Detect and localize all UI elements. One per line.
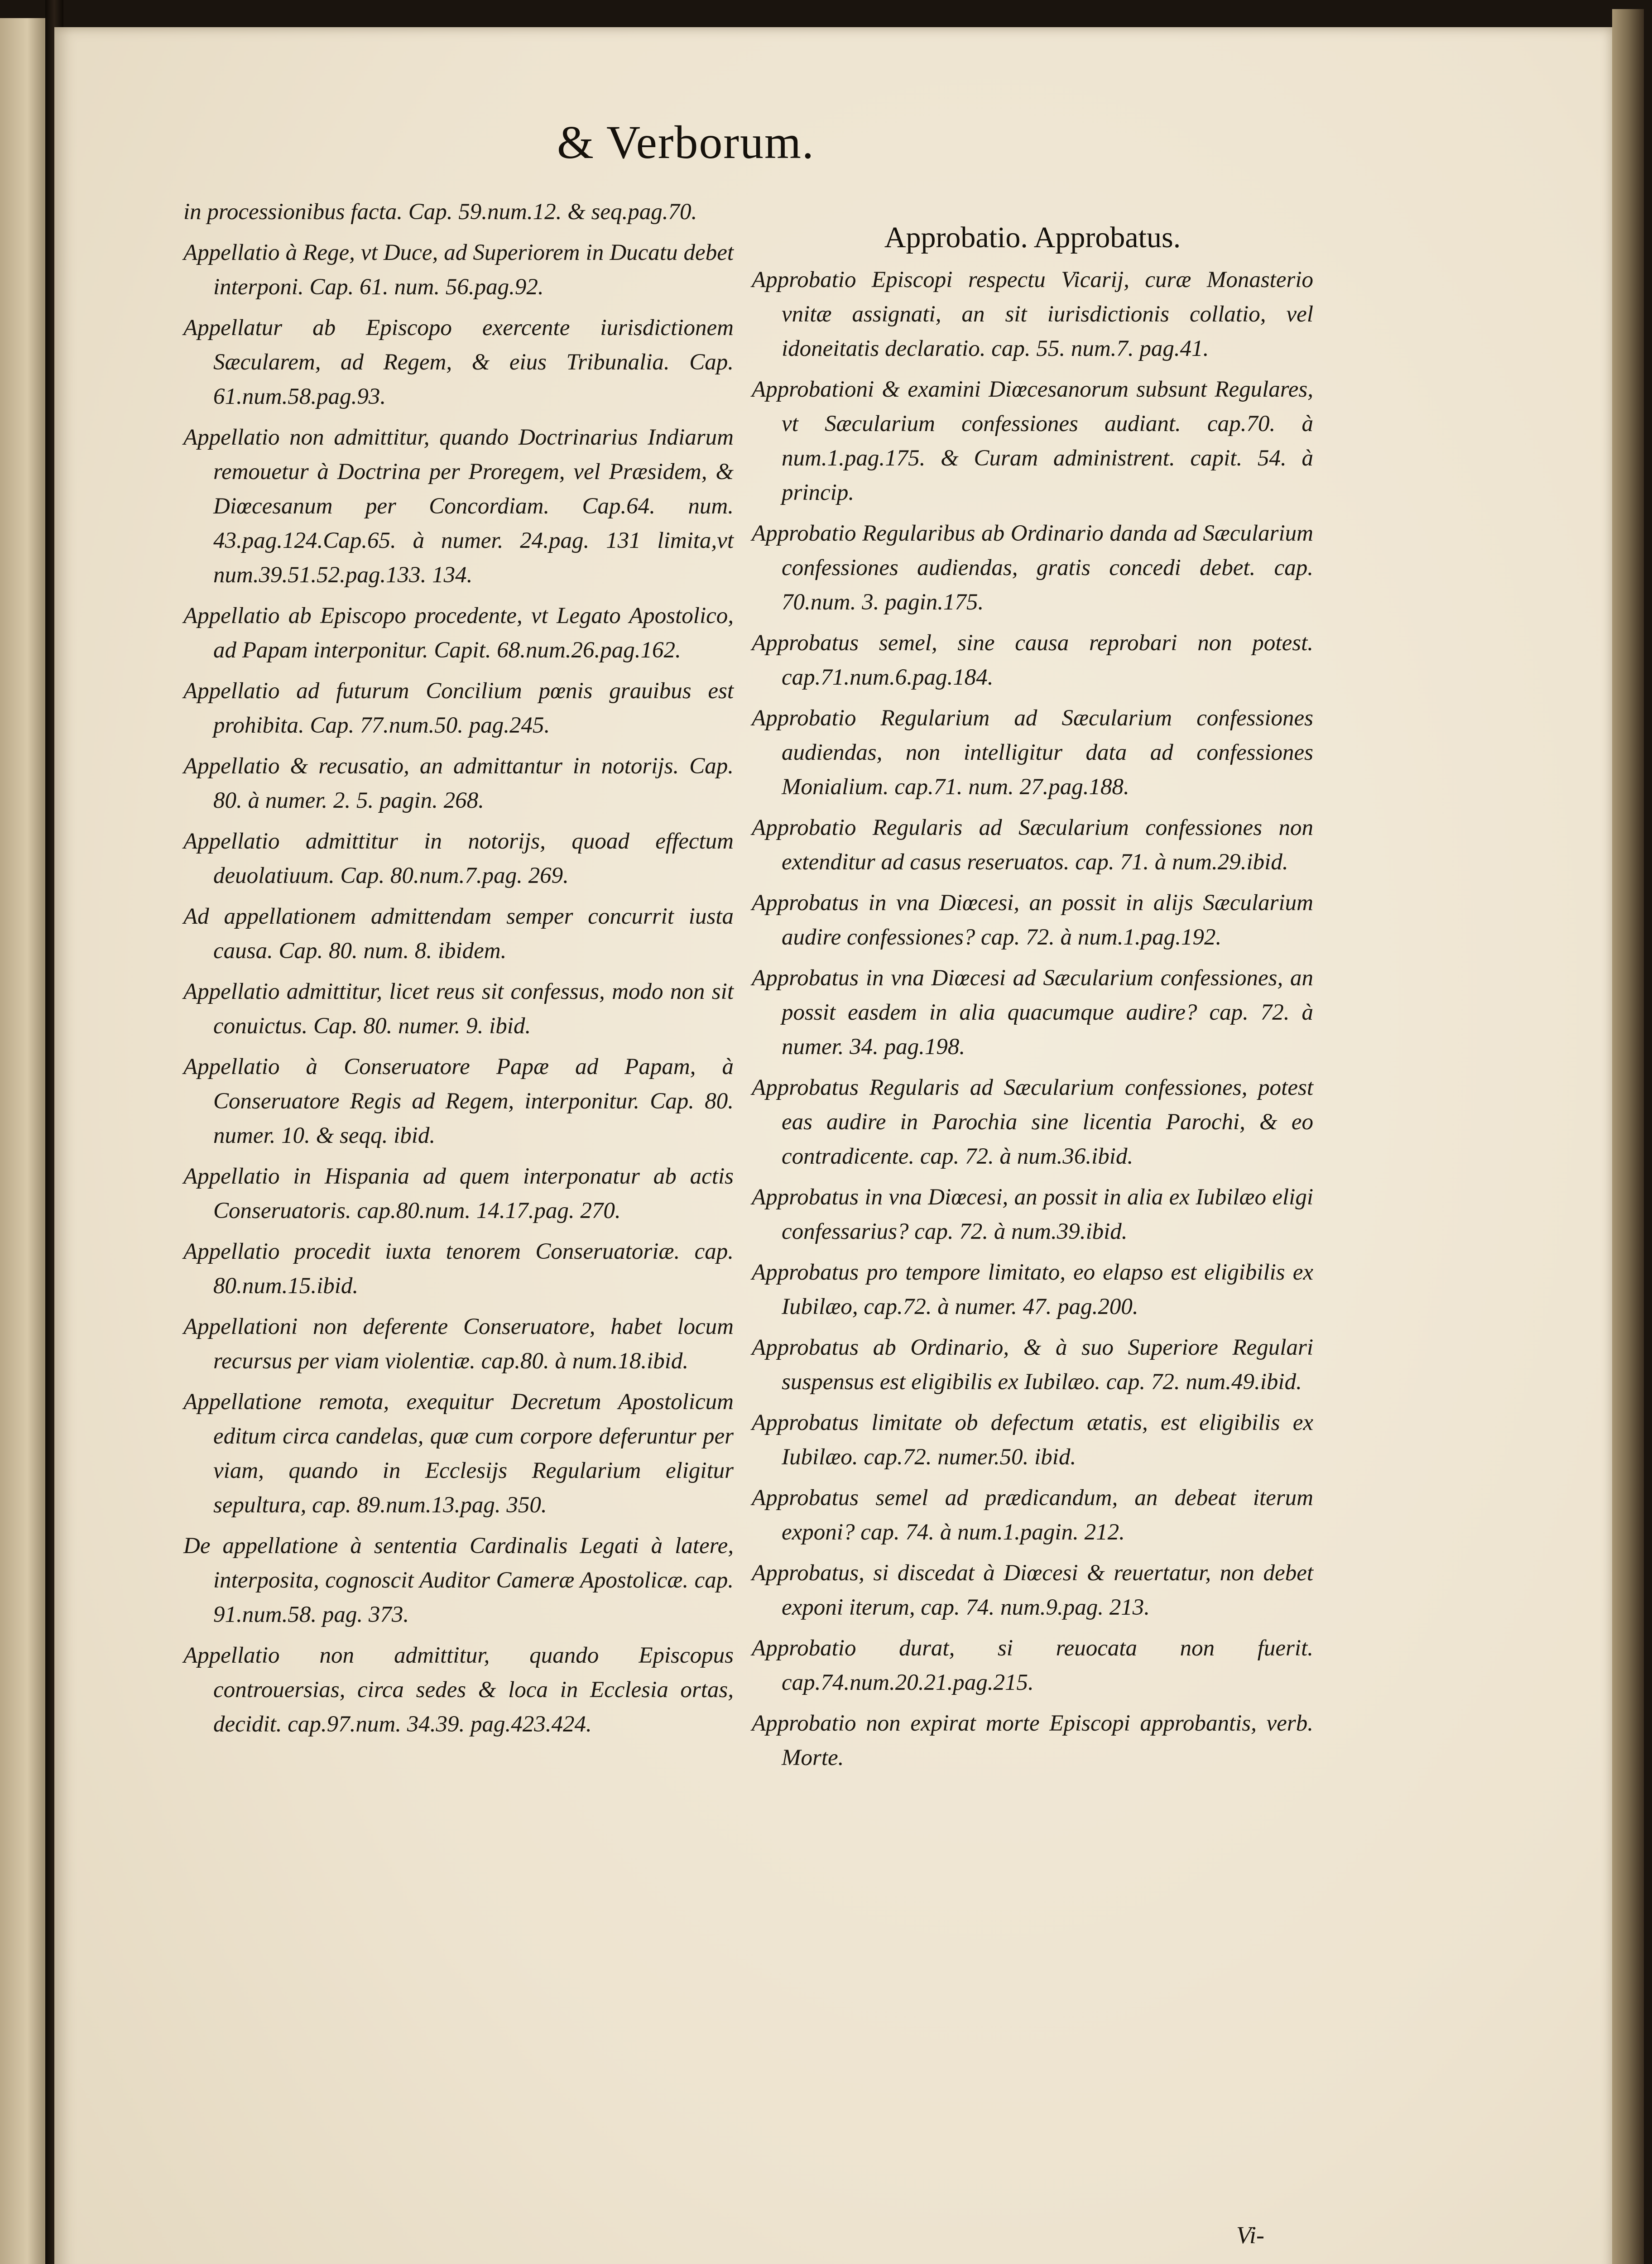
- page-block-edge: [1612, 9, 1644, 2264]
- index-entry: Approbatus in vna Diœcesi ad Sæcularium confessiones, an possit easdem in alia quacumque audire? cap. 72. à numer. 34. pag.198.: [752, 965, 1313, 1060]
- index-entry: Appellatio admittitur in notorijs, quoad effectum deuolatiuum. Cap. 80.num.7.pag. 269.: [183, 829, 734, 888]
- index-entry: Approbatus ab Ordinario, & à suo Superiore Regulari suspensus est eligibilis ex Iubilæo. cap. 72. num.49.ibid.: [752, 1335, 1313, 1395]
- index-entry: Approbatio Regularium ad Sæcularium confessiones audiendas, non intelligitur data ad confessiones Monialium. cap.71. num. 27.pag.188.: [752, 705, 1313, 800]
- left-column: [183, 195, 734, 1748]
- index-entry: Approbatus in vna Diœcesi, an possit in alijs Sæcularium audire confessiones? cap. 72. à num.1.pag.192.: [752, 890, 1313, 950]
- index-entry: Appellatur ab Episcopo exercente iurisdictionem Sæcularem, ad Regem, & eius Tribunalia. Cap. 61.num.58.pag.93.: [183, 315, 734, 409]
- index-entry: Appellatio non admittitur, quando Episcopus controuersias, circa sedes & loca in Ecclesia ortas, decidit. cap.97.num. 34.39. pag.423.424.: [183, 1643, 734, 1737]
- index-entry: Approbatus in vna Diœcesi, an possit in alia ex Iubilæo eligi confessarius? cap. 72. à num.39.ibid.: [752, 1185, 1313, 1244]
- right-column: [752, 195, 1313, 1781]
- index-entry: Approbatus pro tempore limitato, eo elapso est eligibilis ex Iubilæo, cap.72. à numer. 47. pag.200.: [752, 1260, 1313, 1319]
- index-entry: Approbatus limitate ob defectum ætatis, est eligibilis ex Iubilæo. cap.72. numer.50. ibid.: [752, 1410, 1313, 1470]
- index-entry: Appellatio admittitur, licet reus sit confessus, modo non sit conuictus. Cap. 80. numer. 9. ibid.: [183, 979, 734, 1039]
- index-entry: Appellatio & recusatio, an admittantur in notorijs. Cap. 80. à numer. 2. 5. pagin. 268.: [183, 753, 734, 813]
- index-entry: Appellatione remota, exequitur Decretum Apostolicum editum circa candelas, quæ cum corpore deferuntur per viam, quando in Ecclesijs Regularium eligitur sepultura, cap. 89.num.13.pag. 350.: [183, 1389, 734, 1518]
- index-entry: Approbatio durat, si reuocata non fuerit. cap.74.num.20.21.pag.215.: [752, 1636, 1313, 1695]
- index-entry: Ad appellationem admittendam semper concurrit iusta causa. Cap. 80. num. 8. ibidem.: [183, 904, 734, 964]
- index-entry: Approbatus semel, sine causa reprobari non potest. cap.71.num.6.pag.184.: [752, 630, 1313, 690]
- index-entry: Appellationi non deferente Conseruatore, habet locum recursus per viam violentiæ. cap.80. à num.18.ibid.: [183, 1314, 734, 1374]
- index-entry: in processionibus facta. Cap. 59.num.12. & seq.pag.70.: [183, 199, 697, 225]
- index-entry: Appellatio ab Episcopo procedente, vt Legato Apostolico, ad Papam interponitur. Capit. 68.num.26.pag.162.: [183, 603, 734, 663]
- index-entry: Appellatio à Rege, vt Duce, ad Superiorem in Ducatu debet interponi. Cap. 61. num. 56.pag.92.: [183, 240, 734, 300]
- index-entry: Appellatio non admittitur, quando Doctrinarius Indiarum remouetur à Doctrina per Proregem, vel Præsidem, & Diœcesanum per Concordiam. Cap.64. num. 43.pag.124.Cap.65. à numer. 24.pag. 131 limita,vt num.39.51.52.pag.133. 134.: [183, 425, 734, 588]
- index-entry: Appellatio ad futurum Concilium pœnis grauibus est prohibita. Cap. 77.num.50. pag.245.: [183, 678, 734, 738]
- previous-page-edge: [0, 18, 50, 2264]
- index-entry: Approbatio Regularis ad Sæcularium confessiones non extenditur ad casus reseruatos. cap. 71. à num.29.ibid.: [752, 815, 1313, 875]
- index-entry: Appellatio in Hispania ad quem interponatur ab actis Conseruatoris. cap.80.num. 14.17.pag. 270.: [183, 1164, 734, 1223]
- catchword: Vi-: [1236, 2221, 1264, 2249]
- section-heading: Approbatio. Approbatus.: [884, 221, 1181, 254]
- index-entry: Approbatio non expirat morte Episcopi approbantis, verb. Morte.: [752, 1711, 1313, 1770]
- index-entry: Approbatus semel ad prædicandum, an debeat iterum exponi? cap. 74. à num.1.pagin. 212.: [752, 1485, 1313, 1545]
- index-entry: De appellatione à sententia Cardinalis Legati à latere, interposita, cognoscit Auditor Cameræ Apostolicæ. cap. 91.num.58. pag. 373.: [183, 1533, 734, 1627]
- index-entry: Appellatio à Conseruatore Papæ ad Papam, à Conseruatore Regis ad Regem, interponitur. Cap. 80. numer. 10. & seqq. ibid.: [183, 1054, 734, 1148]
- index-entry: Appellatio procedit iuxta tenorem Conseruatoriæ. cap. 80.num.15.ibid.: [183, 1239, 734, 1299]
- index-entry: Approbatus, si discedat à Diœcesi & reuertatur, non debet exponi iterum, cap. 74. num.9.pag. 213.: [752, 1560, 1313, 1620]
- running-header: & Verborum.: [557, 116, 815, 168]
- index-entry: Approbatus Regularis ad Sæcularium confessiones, potest eas audire in Parochia sine licentia Parochi, & eo contradicente. cap. 72. à num.36.ibid.: [752, 1075, 1313, 1169]
- index-entry: Approbationi & examini Diœcesanorum subsunt Regulares, vt Sæcularium confessiones audiant. cap.70. à num.1.pag.175. & Curam administrent. capit. 54. à princip.: [752, 377, 1313, 505]
- index-entry: Approbatio Regularibus ab Ordinario danda ad Sæcularium confessiones audiendas, gratis concedi debet. cap. 70.num. 3. pagin.175.: [752, 521, 1313, 615]
- index-entry: Approbatio Episcopi respectu Vicarij, curæ Monasterio vnitæ assignati, an sit iurisdictionis collatio, vel idoneitatis declaratio. cap. 55. num.7. pag.41.: [752, 267, 1313, 361]
